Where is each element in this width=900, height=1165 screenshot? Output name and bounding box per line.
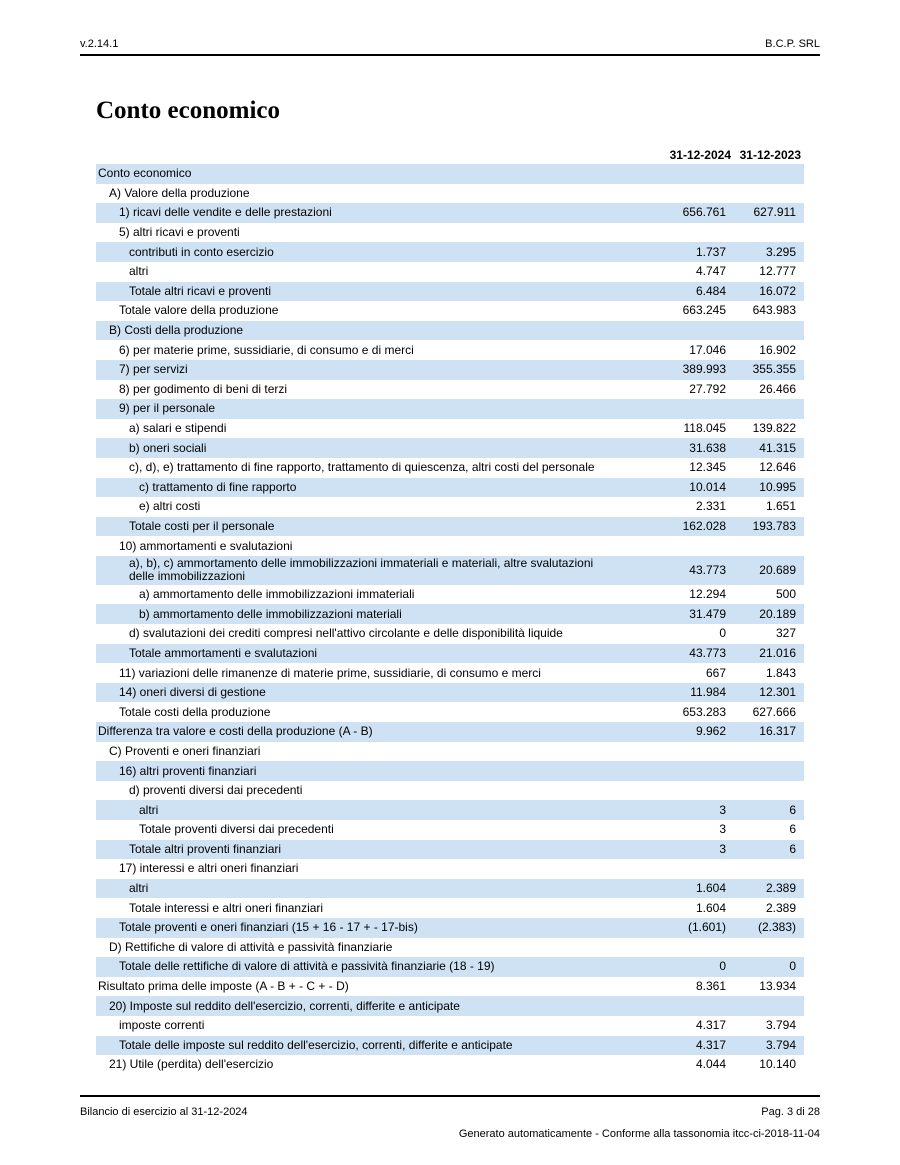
row-label: Totale altri ricavi e proventi [96, 282, 664, 302]
value-2024: 162.028 [664, 517, 734, 537]
value-2023: 6 [789, 822, 796, 837]
footer-divider [80, 1095, 820, 1097]
table-row [96, 321, 804, 341]
row-label: a) salari e stipendi [129, 421, 227, 436]
row-label: 5) altri ricavi e proventi [119, 225, 240, 240]
column-header-2024: 31-12-2024 [669, 148, 731, 162]
value-2024 [664, 859, 734, 879]
value-2023: 6 [734, 800, 804, 820]
value-2024: 4.044 [695, 1057, 726, 1072]
value-2023 [734, 536, 804, 556]
value-2024: (1.601) [664, 918, 734, 938]
value-2024: 2.331 [695, 499, 726, 514]
value-2023: 1.843 [765, 665, 796, 680]
value-2023: 3.794 [734, 1036, 804, 1056]
value-2023: 16.072 [734, 282, 804, 302]
value-2024: 4.317 [695, 1018, 726, 1033]
value-2024: 118.045 [683, 421, 726, 436]
table-row [96, 262, 804, 282]
value-2023 [734, 321, 804, 341]
value-2023: 10.140 [759, 1057, 796, 1072]
value-2024: 3 [664, 800, 734, 820]
table-row [96, 918, 804, 938]
table-row [96, 604, 804, 624]
table-row [96, 223, 804, 243]
table-row [96, 360, 804, 380]
value-2023: 0 [734, 957, 804, 977]
income-statement-table [96, 164, 804, 1075]
row-label: 8) per godimento di beni di terzi [119, 381, 288, 396]
table-row [96, 203, 804, 223]
row-label: 9) per il personale [96, 399, 664, 419]
value-2023: 6 [734, 840, 804, 860]
row-label: Totale proventi diversi dai precedenti [139, 822, 334, 837]
table-row [96, 722, 804, 742]
value-2024: 0 [664, 957, 734, 977]
value-2023 [734, 761, 804, 781]
value-2023 [734, 938, 804, 958]
row-label: imposte correnti [119, 1018, 205, 1033]
row-label: c), d), e) trattamento di fine rapporto, trattamento di quiescenza, altri costi del personale [129, 460, 595, 475]
row-label: B) Costi della produzione [96, 321, 664, 341]
column-headers [96, 146, 804, 164]
value-2024: 3 [719, 822, 726, 837]
table-row [96, 458, 804, 478]
table-row [96, 164, 804, 184]
table-row [96, 419, 804, 439]
row-label: altri [96, 879, 664, 899]
row-label: 7) per servizi [96, 360, 664, 380]
table-row [96, 184, 804, 204]
table-row [96, 996, 804, 1016]
value-2024: 17.046 [689, 342, 726, 357]
value-2023 [734, 399, 804, 419]
row-label: Totale delle rettifiche di valore di attività e passività finanziarie (18 - 19) [96, 957, 664, 977]
value-2023: 20.189 [734, 604, 804, 624]
value-2024: 663.245 [682, 303, 726, 318]
value-2024: 1.604 [695, 900, 726, 915]
value-2024 [664, 223, 734, 243]
page-number: Pag. 3 di 28 [761, 1106, 820, 1118]
value-2024: 3 [664, 840, 734, 860]
value-2024 [664, 781, 734, 801]
row-label: Totale valore della produzione [119, 303, 279, 318]
value-2023: 16.902 [759, 342, 796, 357]
value-2024: 9.962 [664, 722, 734, 742]
table-row [96, 957, 804, 977]
row-label: 10) ammortamenti e svalutazioni [119, 538, 293, 553]
page-title: Conto economico [96, 97, 280, 124]
table-row [96, 1055, 804, 1075]
value-2024 [664, 938, 734, 958]
value-2024: 1.604 [664, 879, 734, 899]
value-2023: 193.783 [734, 517, 804, 537]
value-2023: 1.651 [765, 499, 796, 514]
row-label: altri [129, 264, 149, 279]
table-row [96, 761, 804, 781]
value-2024 [664, 399, 734, 419]
row-label: c) trattamento di fine rapporto [96, 478, 664, 498]
value-2024: 43.773 [664, 556, 734, 585]
value-2023: 643.983 [752, 303, 796, 318]
table-row [96, 380, 804, 400]
value-2023: 12.646 [759, 460, 796, 475]
value-2023: 355.355 [734, 360, 804, 380]
value-2024 [664, 742, 734, 762]
table-row [96, 438, 804, 458]
value-2023: 2.389 [734, 879, 804, 899]
value-2024: 11.984 [664, 683, 734, 703]
value-2023 [734, 164, 804, 184]
row-label: Totale interessi e altri oneri finanziari [129, 900, 324, 915]
table-row [96, 702, 804, 722]
value-2024: 667 [705, 665, 726, 680]
value-2024: 6.484 [664, 282, 734, 302]
value-2023: 627.666 [752, 704, 796, 719]
income-statement-rows [96, 164, 804, 1075]
column-header-2023: 31-12-2023 [739, 148, 801, 162]
row-label: Totale altri proventi finanziari [96, 840, 664, 860]
value-2023 [734, 781, 804, 801]
table-row [96, 624, 804, 644]
value-2023: 139.822 [752, 421, 796, 436]
value-2023: 20.689 [734, 556, 804, 585]
table-row [96, 742, 804, 762]
value-2024: 653.283 [682, 704, 726, 719]
table-row [96, 683, 804, 703]
generation-note: Generato automaticamente - Conforme alla tassonomia itcc-ci-2018-11-04 [458, 1128, 820, 1140]
row-label: Totale ammortamenti e svalutazioni [96, 644, 664, 664]
row-label: b) ammortamento delle immobilizzazioni materiali [96, 604, 664, 624]
row-label: 17) interessi e altri oneri finanziari [119, 861, 299, 876]
row-label: Totale delle imposte sul reddito dell'esercizio, correnti, differite e anticipate [96, 1036, 664, 1056]
row-label: d) proventi diversi dai precedenti [129, 783, 303, 798]
row-label: C) Proventi e oneri finanziari [109, 743, 261, 758]
row-label: a) ammortamento delle immobilizzazioni immateriali [139, 587, 415, 602]
value-2023: 627.911 [734, 203, 804, 223]
value-2024: 31.638 [664, 438, 734, 458]
row-label: Conto economico [96, 164, 664, 184]
value-2023: 41.315 [734, 438, 804, 458]
table-row [96, 585, 804, 605]
value-2024: 389.993 [664, 360, 734, 380]
table-row [96, 282, 804, 302]
table-row [96, 340, 804, 360]
value-2024 [664, 996, 734, 1016]
value-2023: 21.016 [734, 644, 804, 664]
table-row [96, 879, 804, 899]
table-row [96, 1036, 804, 1056]
value-2023: 10.995 [734, 478, 804, 498]
value-2023 [734, 223, 804, 243]
value-2024: 43.773 [664, 644, 734, 664]
value-2023 [734, 996, 804, 1016]
value-2024 [664, 184, 734, 204]
header-divider [80, 54, 820, 56]
value-2023: 12.777 [759, 264, 796, 279]
table-row [96, 898, 804, 918]
value-2023: 3.295 [734, 242, 804, 262]
value-2023: 12.301 [734, 683, 804, 703]
table-row [96, 800, 804, 820]
value-2023 [734, 184, 804, 204]
row-label: 6) per materie prime, sussidiarie, di consumo e di merci [119, 342, 414, 357]
value-2024 [664, 321, 734, 341]
table-row [96, 938, 804, 958]
value-2024: 1.737 [664, 242, 734, 262]
value-2023: 13.934 [759, 979, 796, 994]
row-label: 21) Utile (perdita) dell'esercizio [109, 1057, 274, 1072]
table-row [96, 859, 804, 879]
value-2023: 500 [775, 587, 796, 602]
value-2024: 4.747 [695, 264, 726, 279]
value-2023: 16.317 [734, 722, 804, 742]
row-label: A) Valore della produzione [109, 185, 250, 200]
table-row [96, 242, 804, 262]
table-row [96, 781, 804, 801]
value-2023: 2.389 [765, 900, 796, 915]
row-label: Totale proventi e oneri finanziari (15 + 16 - 17 + - 17-bis) [96, 918, 664, 938]
row-label: D) Rettifiche di valore di attività e passività finanziarie [109, 939, 393, 954]
row-label: Risultato prima delle imposte (A - B + - C + - D) [98, 979, 349, 994]
table-row [96, 536, 804, 556]
value-2024 [664, 761, 734, 781]
table-row [96, 301, 804, 321]
row-label: 14) oneri diversi di gestione [96, 683, 664, 703]
table-row [96, 663, 804, 683]
table-row [96, 977, 804, 997]
row-label: e) altri costi [139, 499, 201, 514]
table-row [96, 497, 804, 517]
row-label: Totale costi per il personale [96, 517, 664, 537]
row-label: Differenza tra valore e costi della produzione (A - B) [96, 722, 664, 742]
value-2023: (2.383) [734, 918, 804, 938]
value-2023 [734, 742, 804, 762]
document-version: v.2.14.1 [80, 38, 119, 50]
value-2024: 0 [719, 626, 726, 641]
value-2023: 26.466 [759, 381, 796, 396]
row-label: a), b), c) ammortamento delle immobilizzazioni immateriali e materiali, altre svalutazioni delle immobilizzazioni [96, 556, 664, 585]
row-label: Totale costi della produzione [119, 704, 271, 719]
value-2024: 12.345 [689, 460, 726, 475]
value-2024: 12.294 [689, 587, 726, 602]
value-2024 [664, 164, 734, 184]
table-row [96, 840, 804, 860]
table-row [96, 478, 804, 498]
table-row [96, 644, 804, 664]
row-label: contributi in conto esercizio [96, 242, 664, 262]
row-label: 1) ricavi delle vendite e delle prestazioni [96, 203, 664, 223]
table-row [96, 556, 804, 585]
value-2024: 8.361 [695, 979, 726, 994]
value-2024 [664, 536, 734, 556]
table-row [96, 820, 804, 840]
table-row [96, 1016, 804, 1036]
table-row [96, 517, 804, 537]
value-2024: 10.014 [664, 478, 734, 498]
value-2024: 27.792 [689, 381, 726, 396]
row-label: 11) variazioni delle rimanenze di materie prime, sussidiarie, di consumo e merci [119, 665, 541, 680]
value-2024: 4.317 [664, 1036, 734, 1056]
value-2023: 3.794 [765, 1018, 796, 1033]
value-2024: 656.761 [664, 203, 734, 223]
value-2023 [734, 859, 804, 879]
row-label: 20) Imposte sul reddito dell'esercizio, correnti, differite e anticipate [96, 996, 664, 1016]
row-label: altri [96, 800, 664, 820]
footer-report-title: Bilancio di esercizio al 31-12-2024 [80, 1106, 248, 1118]
company-name: B.C.P. SRL [765, 38, 820, 50]
row-label: b) oneri sociali [96, 438, 664, 458]
value-2023: 327 [775, 626, 796, 641]
value-2024: 31.479 [664, 604, 734, 624]
table-row [96, 399, 804, 419]
row-label: 16) altri proventi finanziari [96, 761, 664, 781]
row-label: d) svalutazioni dei crediti compresi nell'attivo circolante e delle disponibilità liquide [129, 626, 563, 641]
